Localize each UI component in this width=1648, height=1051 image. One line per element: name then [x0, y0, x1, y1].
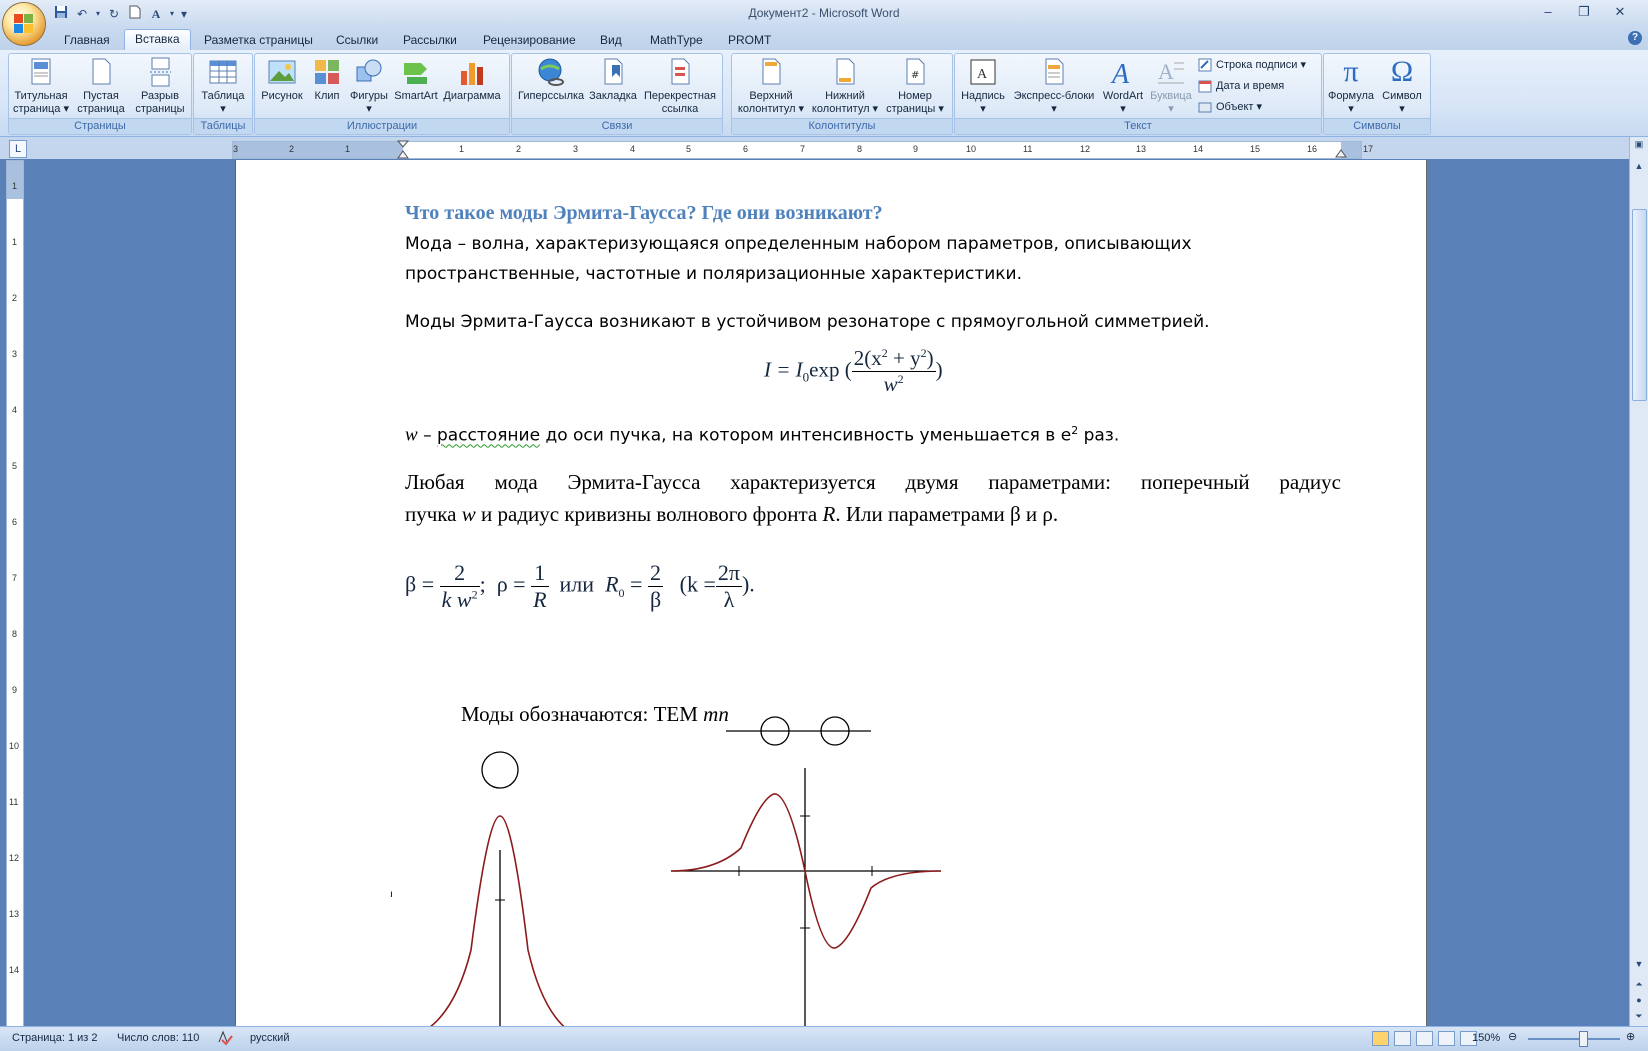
- tab-review[interactable]: Рецензирование: [483, 33, 576, 47]
- hyperlink-button[interactable]: Гиперссылка: [518, 57, 584, 103]
- ribbon: [0, 50, 1648, 137]
- tab-references[interactable]: Ссылки: [336, 33, 379, 47]
- help-icon[interactable]: ?: [1628, 31, 1642, 45]
- paragraph-3: w – расстояние до оси пучка, на котором интенсивность уменьшается в $e^2$ раз.: [405, 424, 1120, 446]
- wordart-button[interactable]: A WordArt ▾: [1102, 59, 1144, 115]
- paragraph-1-line-2: пространственные, частотные и поляризационные характеристики.: [405, 264, 1023, 284]
- tab-selector[interactable]: L: [9, 140, 27, 158]
- proofing-icon[interactable]: [217, 1030, 233, 1049]
- undo-icon[interactable]: ↶: [76, 7, 88, 21]
- calendar-icon: [1198, 79, 1212, 93]
- symbol-button[interactable]: Ω Символ ▾: [1382, 55, 1422, 115]
- ruler-bar: [0, 137, 1648, 159]
- zoom-level[interactable]: 150%: [1472, 1032, 1501, 1044]
- picture-button[interactable]: Рисунок: [257, 57, 307, 103]
- svg-text:A: A: [1158, 59, 1174, 84]
- group-header-footer: [731, 53, 953, 135]
- svg-text:ı: ı: [390, 889, 393, 900]
- paragraph-1-line-1: Мода – волна, характеризующаяся определенным набором параметров, описывающих: [405, 234, 1192, 254]
- right-indent-marker-icon[interactable]: [1335, 148, 1347, 158]
- tab-view[interactable]: Вид: [600, 33, 622, 47]
- scroll-thumb[interactable]: [1632, 209, 1647, 401]
- group-text: [954, 53, 1322, 135]
- paragraph-4-line-1: Любая мода Эрмита-Гаусса характеризуется двумя параметрами: поперечный радиус: [405, 470, 1341, 494]
- redo-icon[interactable]: ↻: [108, 7, 120, 21]
- cover-page-button[interactable]: Титульная страница ▾: [13, 57, 69, 116]
- zoom-slider-thumb[interactable]: [1579, 1031, 1588, 1047]
- group-symbols: [1323, 53, 1431, 135]
- chart-button[interactable]: Диаграмма: [441, 57, 503, 103]
- print-layout-view-icon[interactable]: [1372, 1031, 1389, 1046]
- page-number-icon: [900, 57, 930, 87]
- svg-text:A: A: [1112, 59, 1130, 90]
- group-pages-label: Страницы: [9, 118, 191, 134]
- previous-page-icon[interactable]: ⏶: [1635, 979, 1643, 989]
- minimize-button[interactable]: –: [1544, 4, 1552, 19]
- office-logo-icon: [14, 14, 34, 34]
- document-heading: Что такое моды Эрмита-Гаусса? Где они возникают?: [405, 202, 883, 224]
- svg-text:A: A: [977, 67, 988, 82]
- clip-art-button[interactable]: Клип: [309, 57, 345, 103]
- footer-icon: [830, 57, 860, 87]
- tab-home[interactable]: Главная: [64, 33, 110, 47]
- chart-icon: [457, 57, 487, 87]
- tab-page-layout[interactable]: Разметка страницы: [204, 33, 313, 47]
- group-tables-label: Таблицы: [194, 118, 252, 134]
- next-page-icon[interactable]: ⏷: [1635, 1011, 1643, 1021]
- wordart-icon: [1108, 57, 1138, 90]
- paragraph-4-line-2: пучка w и радиус кривизны волнового фронта R. Или параметрами β и ρ.: [405, 502, 1059, 526]
- cross-reference-icon: [665, 57, 695, 87]
- textbox-button[interactable]: A Надпись ▾: [957, 57, 1009, 116]
- word-count[interactable]: Число слов: 110: [117, 1032, 200, 1044]
- quick-access-toolbar: [52, 4, 189, 24]
- quick-parts-icon: [1039, 57, 1069, 87]
- quick-parts-button[interactable]: Экспресс-блоки ▾: [1011, 57, 1097, 116]
- blank-page-button[interactable]: Пустая страница: [75, 57, 127, 116]
- page-count[interactable]: Страница: 1 из 2: [12, 1032, 98, 1044]
- header-icon: [756, 57, 786, 87]
- title-bar: [0, 0, 1648, 28]
- equation-button[interactable]: π Формула ▾: [1327, 55, 1375, 115]
- signature-line-button[interactable]: Строка подписи ▾: [1198, 56, 1306, 74]
- group-symbols-label: Символы: [1324, 118, 1430, 134]
- group-links: [511, 53, 723, 135]
- save-icon[interactable]: [52, 5, 70, 23]
- undo-dropdown-icon[interactable]: ▾: [95, 9, 100, 18]
- paragraph-2: Моды Эрмита-Гаусса возникают в устойчивом резонаторе с прямоугольной симметрией.: [405, 312, 1210, 332]
- tem00-mode-plot: [390, 730, 636, 1030]
- tab-mathtype[interactable]: MathType: [650, 33, 703, 47]
- zoom-out-icon[interactable]: ⊖: [1508, 1031, 1518, 1043]
- blank-page-icon: [86, 57, 116, 87]
- vertical-scrollbar[interactable]: [1629, 137, 1648, 1026]
- office-button[interactable]: [3, 3, 45, 45]
- language[interactable]: русский: [250, 1032, 290, 1044]
- dropcap-button[interactable]: A Буквица ▾: [1150, 59, 1192, 115]
- zoom-slider[interactable]: [1528, 1038, 1620, 1040]
- object-button[interactable]: Объект ▾: [1198, 98, 1262, 116]
- picture-icon: [267, 57, 297, 87]
- spelling-dropdown-icon[interactable]: ▾: [169, 9, 174, 18]
- cross-reference-button[interactable]: Перекрестная ссылка: [642, 57, 718, 116]
- parameters-formula: β = $\frac{2}{k w^2}$ ; ρ = $\frac{1}{R}$ или $R_0$ = $\frac{2}{\beta}$ (k = $\frac{2\pi}{\lambda}$ ).: [405, 560, 755, 612]
- hyperlink-icon: [536, 57, 566, 87]
- group-tables: [193, 53, 253, 135]
- web-layout-view-icon[interactable]: [1416, 1031, 1433, 1046]
- table-icon: [208, 57, 238, 87]
- group-illustrations: [254, 53, 510, 135]
- spelling-icon[interactable]: A: [151, 7, 161, 21]
- textbox-icon: [968, 57, 998, 87]
- tab-mailings[interactable]: Рассылки: [403, 33, 457, 47]
- footer-button[interactable]: Нижний колонтитул ▾: [810, 57, 880, 116]
- modes-label: Моды обозначаются: TEM mn: [461, 702, 729, 726]
- view-buttons: [1372, 1031, 1477, 1049]
- cover-page-icon: [26, 57, 56, 87]
- full-screen-view-icon[interactable]: [1394, 1031, 1411, 1046]
- indent-marker-icon[interactable]: [397, 141, 409, 159]
- tab-insert[interactable]: Вставка: [124, 29, 191, 51]
- document-page[interactable]: [235, 160, 1427, 1026]
- group-links-label: Связи: [512, 118, 722, 134]
- tem10-mode-plot: [666, 708, 966, 1028]
- intensity-formula: $I = I_0\exp$ ( $\frac{2(x^2 + y^2)}{w^2}$ ): [764, 346, 943, 396]
- dropcap-icon: [1156, 57, 1186, 87]
- group-text-label: Текст: [955, 118, 1321, 134]
- outline-view-icon[interactable]: [1438, 1031, 1455, 1046]
- zoom-in-icon[interactable]: ⊕: [1626, 1031, 1636, 1043]
- window-title: Документ2 - Microsoft Word: [748, 6, 900, 20]
- page-break-button[interactable]: Разрыв страницы: [133, 57, 187, 116]
- page-break-icon: [145, 57, 175, 87]
- page-number-button[interactable]: # Номер страницы ▾: [882, 57, 948, 116]
- scroll-down-icon[interactable]: ▼: [1634, 959, 1644, 969]
- bookmark-icon: [598, 57, 628, 87]
- signature-line-icon: [1198, 58, 1212, 72]
- browse-object-icon[interactable]: ●: [1636, 995, 1642, 1005]
- svg-text:#: #: [911, 70, 920, 81]
- shapes-icon: [354, 57, 384, 87]
- restore-button[interactable]: ❐: [1578, 4, 1590, 19]
- bookmark-button[interactable]: Закладка: [586, 57, 640, 103]
- header-button[interactable]: Верхний колонтитул ▾: [736, 57, 806, 116]
- date-time-button[interactable]: Дата и время: [1198, 77, 1284, 95]
- group-illustrations-label: Иллюстрации: [255, 118, 509, 134]
- ribbon-tabs: [0, 28, 1648, 50]
- close-button[interactable]: ✕: [1614, 4, 1626, 19]
- group-pages: [8, 53, 192, 135]
- new-document-icon[interactable]: [126, 5, 144, 23]
- object-icon: [1198, 100, 1212, 114]
- table-button[interactable]: Таблица ▾: [198, 57, 248, 116]
- gaussian-curve: [426, 816, 568, 1030]
- customize-qat-icon[interactable]: ▾: [180, 7, 188, 21]
- group-header-footer-label: Колонтитулы: [732, 118, 952, 134]
- tem00-spot-icon: [482, 752, 518, 788]
- pi-icon: π: [1343, 55, 1359, 88]
- tab-promt[interactable]: PROMT: [728, 33, 772, 47]
- shapes-button[interactable]: Фигуры ▾: [347, 57, 391, 116]
- vertical-ruler[interactable]: 1 1 2 3 4 5 6 7 8 9 10 11 12 13 14: [6, 160, 24, 1028]
- smartart-button[interactable]: SmartArt: [393, 57, 439, 103]
- window-controls: [1530, 2, 1638, 22]
- clip-art-icon: [312, 57, 342, 87]
- ruler-toggle-icon[interactable]: ▣: [1634, 139, 1644, 149]
- scroll-up-icon[interactable]: ▲: [1634, 161, 1644, 171]
- horizontal-ruler[interactable]: 3 2 1 1 2 3 4 5 6 7 8 9 10 11 12 13 14 15 16 17: [232, 141, 1362, 159]
- status-bar: [0, 1026, 1648, 1051]
- smartart-icon: [401, 57, 431, 87]
- omega-icon: Ω: [1390, 55, 1414, 88]
